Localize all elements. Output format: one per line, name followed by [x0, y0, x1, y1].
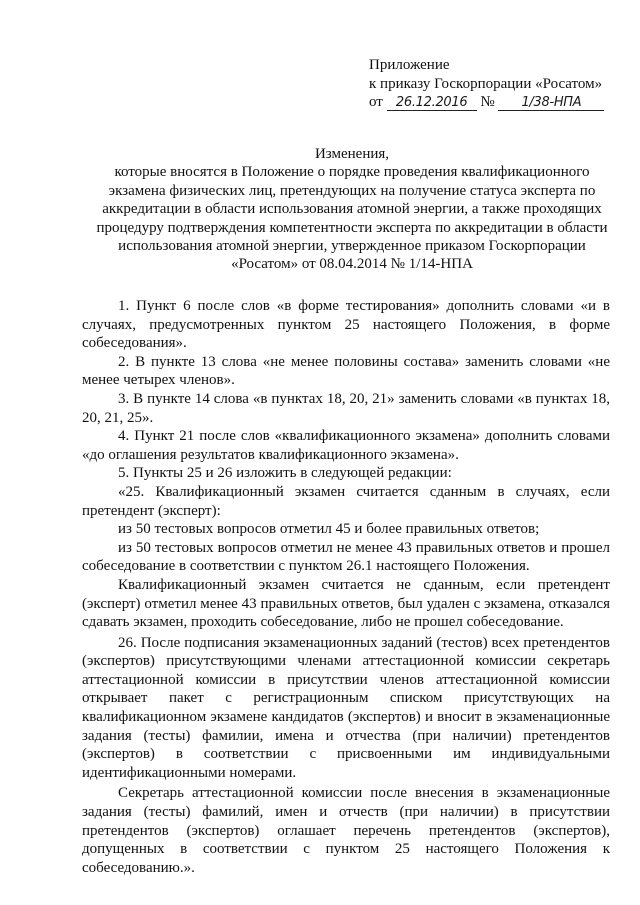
paragraph-clause-26-secretary: Секретарь аттестационной комиссии после внесения в экзаменационные задания (тесты) фамилий, имен и отчеств (при наличии) в присутствии претендентов (экспертов) оглашает перечень претендентов (экспертов), допущенных в соответствии с пунктом 25 настоящего Положения к собеседованию.».: [82, 785, 610, 876]
title-line: использования атомной энергии, утвержденное приказом Госкорпорации: [118, 238, 586, 255]
order-date-handwritten: 26.12.2016: [387, 95, 477, 111]
paragraph-clause-26: 26. После подписания экзаменационных заданий (тестов) всех претендентов (экспертов) присутствующими членами аттестационной комиссии секретарь аттестационной комиссии в присутствии членов аттестационной комиссии открывает пакет с регистрационным списком присутствующих на квалификационном экзамене кандидатов (экспертов) и вносит в экзаменационные задания (тесты) фамилии, имена и отчества (при наличии) претендентов (экспертов) в соответствии с присвоенными им индивидуальными идентификационными номерами.: [82, 634, 610, 781]
paragraph-item-2: 2. В пункте 13 слова «не менее половины состава» заменить словами «не менее четырех членов».: [82, 353, 610, 389]
from-label: от: [369, 94, 383, 110]
order-date-number-line: [369, 93, 619, 112]
document-title: [80, 145, 624, 274]
title-heading: Изменения,: [314, 146, 390, 162]
paragraph-item-5: 5. Пункты 25 и 26 изложить в следующей редакции:: [118, 465, 452, 482]
title-line: «Росатом» от 08.04.2014 № 1/14-НПА: [231, 256, 473, 273]
title-line: аккредитации в области использования атомной энергии, а также проходящих: [102, 201, 602, 218]
paragraph-item-3: 3. В пункте 14 слова «в пунктах 18, 20, 21» заменить словами «в пунктах 18, 20, 21, 25».: [82, 390, 610, 426]
paragraph-clause-25-failed: Квалификационный экзамен считается не сданным, если претендент (эксперт) отметил менее 43 правильных ответов, был удален с экзамена, отказался сдавать экзамен, проходить собеседование, либо не прошел собеседование.: [82, 576, 610, 631]
paragraph-clause-25-case-2: из 50 тестовых вопросов отметил не менее 43 правильных ответов и прошел собеседование в соответствии с пунктом 26.1 настоящего Положения.: [82, 539, 610, 575]
document-body: [82, 297, 610, 877]
appendix-label: Приложение: [369, 57, 450, 73]
title-line: которые вносятся в Положение о порядке проведения квалификационного: [114, 164, 590, 181]
order-reference: к приказу Госкорпорации «Росатом»: [369, 75, 603, 92]
number-label: №: [480, 94, 495, 110]
order-number-handwritten: 1/38-НПА: [498, 95, 604, 111]
paragraph-clause-25-case-1: из 50 тестовых вопросов отметил 45 и более правильных ответов;: [118, 521, 540, 538]
paragraph-item-4: 4. Пункт 21 после слов «квалификационного экзамена» дополнить словами «до оглашения результатов квалификационного экзамена».: [82, 428, 610, 463]
paragraph-item-1: 1. Пункт 6 после слов «в форме тестирования» дополнить словами «и в случаях, предусмотренных пунктом 25 настоящего Положения, в форме собеседования».: [82, 298, 610, 352]
title-line: процедуру подтверждения компетентности эксперта по аккредитации в области: [96, 219, 608, 236]
paragraph-clause-25: «25. Квалификационный экзамен считается сданным в случаях, если претендент (эксперт):: [82, 483, 610, 519]
appendix-header: [369, 56, 619, 112]
title-line: экзамена физических лиц, претендующих на получение статуса эксперта по: [108, 182, 596, 199]
